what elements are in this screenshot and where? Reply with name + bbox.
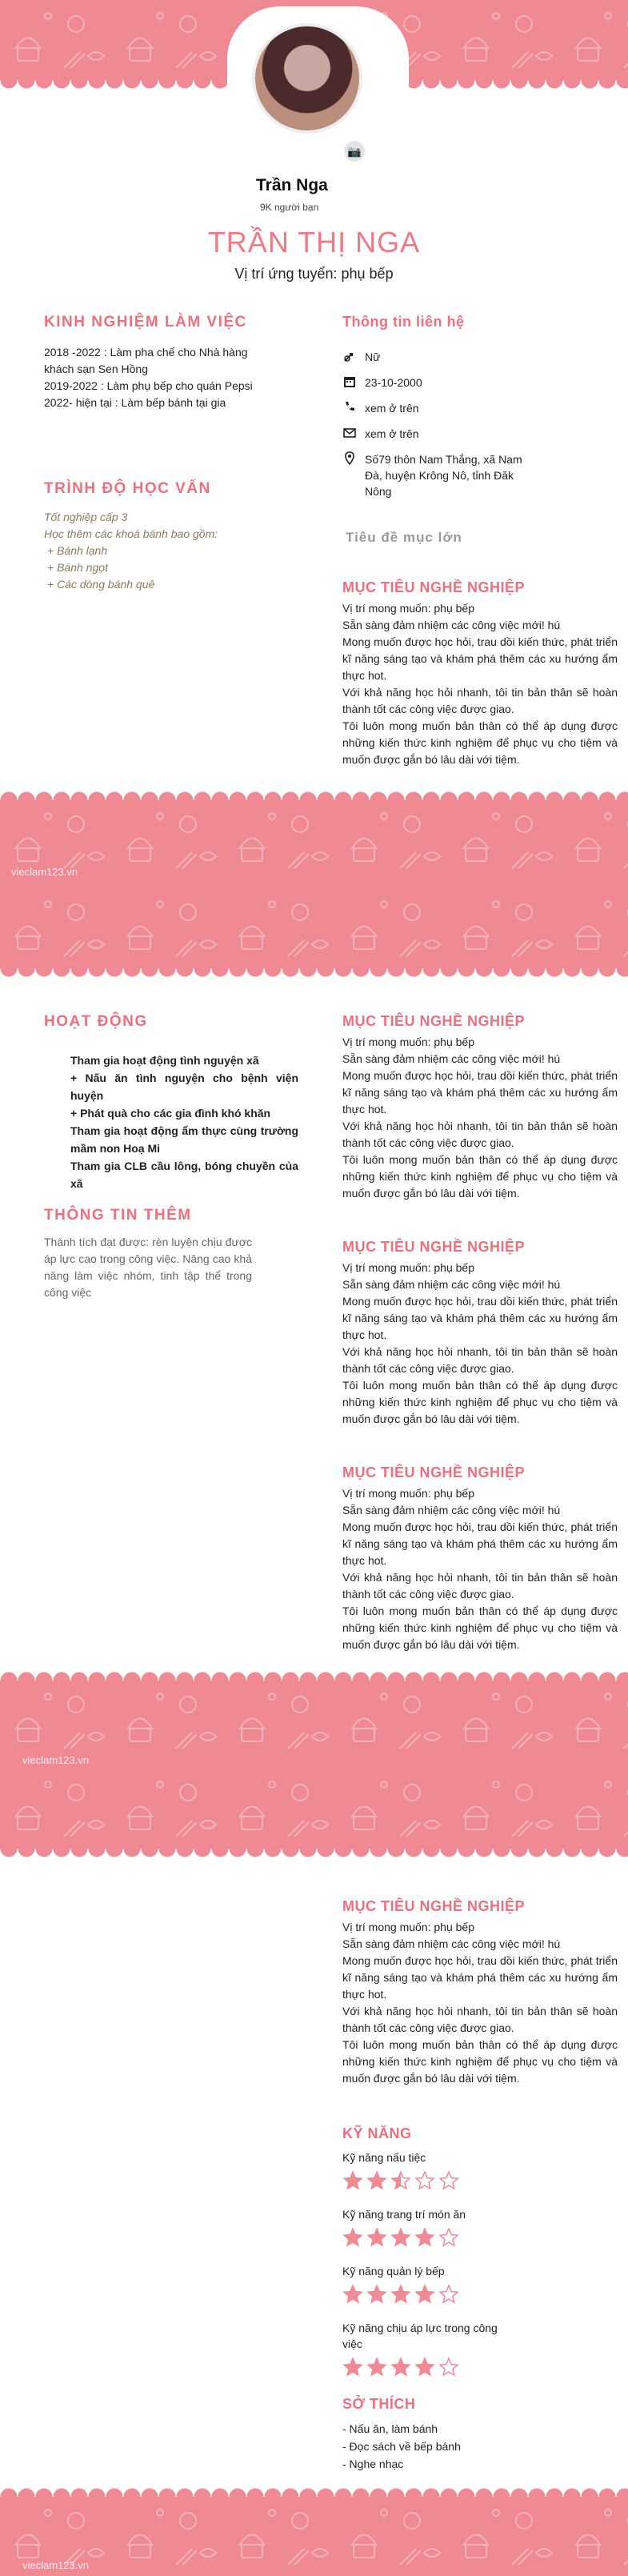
objective-line: Mong muốn được học hỏi, trau dồi kiến thức, phát triển kĩ năng sáng tạo và khám phá thêm các xu hướng ẩm thực hot. xyxy=(342,1069,618,1116)
skill-row xyxy=(342,2263,502,2309)
experience-item: 2018 -2022 : Làm pha chế cho Nhà hàng khách sạn Sen Hồng xyxy=(44,346,248,375)
star-icon[interactable] xyxy=(438,2357,459,2378)
star-icon[interactable] xyxy=(342,2170,363,2191)
skill-row xyxy=(342,2206,502,2252)
phone-value: xem ở trên xyxy=(365,402,419,415)
experience-list xyxy=(44,344,276,411)
birthday-value: 23-10-2000 xyxy=(365,376,422,389)
education-list xyxy=(44,509,276,593)
pattern-decoration xyxy=(0,800,628,968)
star-icon[interactable] xyxy=(438,2284,459,2305)
brand-watermark: vieclam123.vn xyxy=(22,1754,90,1766)
objective-line: Với khả năng học hỏi nhanh, tôi tin bản thân sẽ hoàn thành tốt các công việc được giao. xyxy=(342,686,618,715)
objective-body xyxy=(342,1485,618,1653)
activities-list xyxy=(70,1052,298,1192)
star-icon[interactable] xyxy=(438,2170,459,2191)
skill-rating[interactable] xyxy=(342,2227,502,2252)
scallop-edge xyxy=(0,783,628,800)
gender-icon xyxy=(342,349,357,363)
page-break-band xyxy=(0,800,628,968)
position: Vị trí ứng tuyển: phụ bếp xyxy=(234,266,394,282)
education-title: TRÌNH ĐỘ HỌC VẤN xyxy=(44,480,211,497)
calendar-icon xyxy=(342,375,357,389)
activity-item: + Phát quà cho các gia đình khó khăn xyxy=(70,1107,271,1120)
objective-title: MỤC TIÊU NGHỀ NGHIỆP xyxy=(342,1464,526,1480)
experience-item: 2022- hiện tại : Làm bếp bánh tại gia xyxy=(44,396,226,409)
activity-item: Tham gia CLB cầu lông, bóng chuyền của xã xyxy=(70,1160,298,1190)
hobbies-title: SỞ THÍCH xyxy=(342,2396,416,2412)
objective-line: Sẵn sàng đảm nhiệm các công việc mới! hú xyxy=(342,1504,561,1516)
contact-birthday xyxy=(342,375,534,391)
objective-line: Tôi luôn mong muốn bản thân có thể áp dụng được những kiến thức kinh nghiệm để phục vụ cho tiệm và muốn được gắn bó lâu dài với tiệm. xyxy=(342,1604,618,1651)
star-icon[interactable] xyxy=(390,2227,411,2248)
education-item: + Bánh ngọt xyxy=(47,561,108,574)
skill-label: Kỹ năng nấu tiệc xyxy=(342,2151,426,2164)
phone-icon xyxy=(342,400,357,415)
objective-line: Mong muốn được học hỏi, trau dồi kiến thức, phát triển kĩ năng sáng tạo và khám phá thêm các xu hướng ẩm thực hot. xyxy=(342,635,618,682)
activities-title: HOẠT ĐỘNG xyxy=(44,1013,148,1030)
objective-title: MỤC TIÊU NGHỀ NGHIỆP xyxy=(342,1898,526,1914)
objective-line: Với khả năng học hỏi nhanh, tôi tin bản thân sẽ hoàn thành tốt các công việc được giao. xyxy=(342,2005,618,2034)
contact-title: Thông tin liên hệ xyxy=(342,314,465,330)
footer-band xyxy=(0,2497,628,2576)
star-icon[interactable] xyxy=(366,2170,387,2191)
display-name: Trần Nga xyxy=(256,176,328,194)
full-name: TRẦN THỊ NGA xyxy=(207,226,421,258)
skill-row xyxy=(342,2320,502,2382)
star-icon[interactable] xyxy=(366,2357,387,2378)
objective-title: MỤC TIÊU NGHỀ NGHIỆP xyxy=(342,1013,526,1029)
objective-line: Tôi luôn mong muốn bản thân có thể áp dụng được những kiến thức kinh nghiệm để phục vụ cho tiệm và muốn được gắn bó lâu dài với tiệm. xyxy=(342,719,618,766)
skill-rating[interactable] xyxy=(342,2170,502,2195)
pattern-decoration xyxy=(0,2497,628,2576)
objective-line: Tôi luôn mong muốn bản thân có thể áp dụng được những kiến thức kinh nghiệm để phục vụ cho tiệm và muốn được gắn bó lâu dài với tiệm. xyxy=(342,1379,618,1425)
contact-email xyxy=(342,426,534,442)
hobby-item: - Nghe nhạc xyxy=(342,2458,404,2470)
objective-line: Vị trí mong muốn: phụ bếp xyxy=(342,602,474,615)
objective-body xyxy=(342,1919,618,2087)
star-icon[interactable] xyxy=(414,2170,435,2191)
skill-label: Kỹ năng trang trí món ăn xyxy=(342,2208,466,2221)
objective-body xyxy=(342,1260,618,1428)
education-item: Tốt nghiệp cấp 3 xyxy=(44,511,128,523)
pattern-decoration xyxy=(0,1681,628,1849)
contact-list xyxy=(342,349,534,509)
star-icon[interactable] xyxy=(342,2357,363,2378)
objective-line: Sẵn sàng đảm nhiệm các công việc mới! hú xyxy=(342,1937,561,1950)
experience-title: KINH NGHIỆM LÀM VIỆC xyxy=(44,314,247,331)
hobby-item: - Đọc sách về bếp bánh xyxy=(342,2440,461,2453)
extra-title: THÔNG TIN THÊM xyxy=(44,1207,192,1224)
objective-title: MỤC TIÊU NGHỀ NGHIỆP xyxy=(342,1239,526,1255)
objective-line: Với khả năng học hỏi nhanh, tôi tin bản thân sẽ hoàn thành tốt các công việc được giao. xyxy=(342,1571,618,1600)
scallop-edge xyxy=(0,1849,628,1866)
star-icon[interactable] xyxy=(342,2227,363,2248)
star-icon[interactable] xyxy=(438,2227,459,2248)
objective-line: Vị trí mong muốn: phụ bếp xyxy=(342,1036,474,1048)
skill-row xyxy=(342,2149,502,2195)
email-value: xem ở trên xyxy=(365,427,419,440)
scallop-edge xyxy=(0,2479,628,2497)
star-icon[interactable] xyxy=(414,2227,435,2248)
location-icon xyxy=(342,451,357,466)
objective-line: Sẵn sàng đảm nhiệm các công việc mới! hú xyxy=(342,1052,561,1065)
activity-item: Tham gia hoạt động tình nguyện xã xyxy=(70,1054,259,1067)
objective-line: Với khả năng học hỏi nhanh, tôi tin bản thân sẽ hoàn thành tốt các công việc được giao. xyxy=(342,1120,618,1149)
objective-line: Mong muốn được học hỏi, trau dồi kiến thức, phát triển kĩ năng sáng tạo và khám phá thêm các xu hướng ẩm thực hot. xyxy=(342,1295,618,1341)
mail-icon xyxy=(342,426,357,440)
objective-title: MỤC TIÊU NGHỀ NGHIỆP xyxy=(342,579,526,595)
placeholder-heading[interactable]: Tiêu đề mục lớn xyxy=(346,530,462,545)
star-icon[interactable] xyxy=(390,2284,411,2305)
avatar-card xyxy=(232,11,404,213)
objective-line: Mong muốn được học hỏi, trau dồi kiến thức, phát triển kĩ năng sáng tạo và khám phá thêm các xu hướng ẩm thực hot. xyxy=(342,1520,618,1567)
experience-item: 2019-2022 : Làm phụ bếp cho quán Pepsi xyxy=(44,379,253,392)
brand-watermark: vieclam123.vn xyxy=(11,866,78,878)
objective-line: Tôi luôn mong muốn bản thân có thể áp dụng được những kiến thức kinh nghiệm để phục vụ cho tiệm và muốn được gắn bó lâu dài với tiệm. xyxy=(342,2038,618,2085)
star-icon[interactable] xyxy=(342,2284,363,2305)
scallop-edge xyxy=(0,968,628,986)
objective-line: Với khả năng học hỏi nhanh, tôi tin bản thân sẽ hoàn thành tốt các công việc được giao. xyxy=(342,1345,618,1375)
skills-title: KỸ NĂNG xyxy=(342,2125,412,2141)
objective-line: Tôi luôn mong muốn bản thân có thể áp dụng được những kiến thức kinh nghiệm để phục vụ cho tiệm và muốn được gắn bó lâu dài với tiệm. xyxy=(342,1153,618,1200)
avatar[interactable] xyxy=(252,23,362,134)
skill-rating[interactable] xyxy=(342,2357,502,2382)
activity-item: Tham gia hoạt động ẩm thực cùng trường mầm non Hoạ Mi xyxy=(70,1124,298,1155)
page-break-band xyxy=(0,1681,628,1849)
contact-phone xyxy=(342,400,534,416)
skill-rating[interactable] xyxy=(342,2284,502,2309)
star-icon[interactable] xyxy=(414,2357,435,2378)
gender-value: Nữ xyxy=(365,351,381,363)
objective-body xyxy=(342,600,618,768)
star-icon[interactable] xyxy=(414,2284,435,2305)
objective-line: Vị trí mong muốn: phụ bếp xyxy=(342,1261,474,1274)
brand-watermark: vieclam123.vn xyxy=(22,2559,90,2571)
education-item: + Bánh lạnh xyxy=(47,544,108,557)
activity-item: + Nấu ăn tình nguyện cho bệnh viện huyện xyxy=(70,1072,298,1102)
star-icon[interactable] xyxy=(366,2284,387,2305)
star-icon[interactable] xyxy=(390,2170,411,2191)
contact-gender xyxy=(342,349,534,365)
hobbies-list xyxy=(342,2420,461,2473)
skill-label: Kỹ năng quản lý bếp xyxy=(342,2265,445,2278)
objective-line: Mong muốn được học hỏi, trau dồi kiến thức, phát triển kĩ năng sáng tạo và khám phá thêm các xu hướng ẩm thực hot. xyxy=(342,1954,618,2001)
star-icon[interactable] xyxy=(366,2227,387,2248)
address-value: Số79 thôn Nam Thắng, xã Nam Đà, huyện Krông Nô, tỉnh Đăk Nông xyxy=(365,453,522,498)
objective-body xyxy=(342,1034,618,1202)
hobby-item: - Nấu ăn, làm bánh xyxy=(342,2422,438,2435)
followers-count: 9K người bạn xyxy=(260,202,319,213)
skills-list xyxy=(342,2149,502,2393)
education-item: + Các dòng bánh quê xyxy=(47,578,155,591)
skill-label: Kỹ năng chịu áp lực trong công việc xyxy=(342,2322,498,2350)
contact-address xyxy=(342,451,534,499)
objective-line: Vị trí mong muốn: phụ bếp xyxy=(342,1487,474,1500)
education-item: Học thêm các khoá bánh bao gồm: xyxy=(44,527,218,540)
extra-text: Thành tích đạt được: rèn luyện chịu được áp lực cao trong công việc. Nâng cao khả năng làm việc nhóm, tinh tập thể trong công việc xyxy=(44,1236,252,1299)
scallop-edge xyxy=(0,1663,628,1681)
camera-icon[interactable]: 📷 xyxy=(344,141,365,162)
objective-line: Vị trí mong muốn: phụ bếp xyxy=(342,1921,474,1933)
objective-line: Sẵn sàng đảm nhiệm các công việc mới! hú xyxy=(342,619,561,631)
objective-line: Sẵn sàng đảm nhiệm các công việc mới! hú xyxy=(342,1278,561,1291)
star-icon[interactable] xyxy=(390,2357,411,2378)
